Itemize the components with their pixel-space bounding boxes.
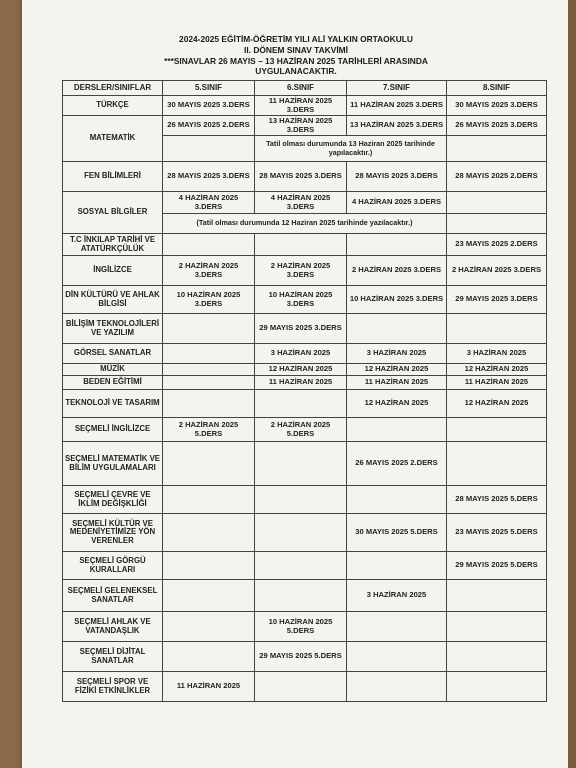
date-cell — [347, 314, 447, 344]
date-cell — [347, 642, 447, 672]
date-cell: 23 MAYIS 2025 2.DERS — [447, 234, 547, 256]
date-cell: 11 HAZİRAN 2025 — [447, 376, 547, 390]
table-row — [63, 442, 547, 486]
empty-cell — [163, 136, 255, 162]
table-row — [63, 514, 547, 552]
date-cell: 26 MAYIS 2025 2.DERS — [347, 442, 447, 486]
date-cell: 26 MAYIS 2025 3.DERS — [447, 116, 547, 136]
date-cell: 11 HAZİRAN 2025 3.DERS — [347, 96, 447, 116]
date-cell — [163, 364, 255, 376]
date-cell: 29 MAYIS 2025 5.DERS — [447, 552, 547, 580]
date-cell — [447, 192, 547, 214]
exam-schedule-table — [62, 80, 547, 702]
empty-cell — [447, 214, 547, 234]
date-cell: 10 HAZİRAN 2025 3.DERS — [255, 286, 347, 314]
header-dates-line: ***SINAVLAR 26 MAYIS – 13 HAZİRAN 2025 TARİHLERİ ARASINDA — [164, 55, 428, 66]
date-cell — [163, 580, 255, 612]
subject-cell: BEDEN EĞİTİMİ — [63, 376, 163, 390]
date-cell: 2 HAZİRAN 2025 5.DERS — [255, 418, 347, 442]
table-row — [63, 418, 547, 442]
date-cell: 26 MAYIS 2025 2.DERS — [163, 116, 255, 136]
date-cell — [163, 612, 255, 642]
subject-cell: SEÇMELİ MATEMATİK VE BİLİM UYGULAMALARI — [63, 442, 163, 486]
date-cell — [255, 514, 347, 552]
subject-cell: SOSYAL BİLGİLER — [63, 192, 163, 234]
date-cell: 4 HAZİRAN 2025 3.DERS — [347, 192, 447, 214]
table-row — [63, 364, 547, 376]
date-cell: 2 HAZİRAN 2025 3.DERS — [447, 256, 547, 286]
subject-cell: T.C İNKILAP TARİHİ VE ATATÜRKÇÜLÜK — [63, 234, 163, 256]
exam-schedule-paper — [22, 0, 570, 768]
date-cell — [347, 486, 447, 514]
table-row — [63, 344, 547, 364]
date-cell — [255, 442, 347, 486]
subject-cell: BİLİŞİM TEKNOLOJİLERİ VE YAZILIM — [63, 314, 163, 344]
date-cell — [163, 642, 255, 672]
subject-cell: DİN KÜLTÜRÜ VE AHLAK BİLGİSİ — [63, 286, 163, 314]
table-row — [63, 96, 547, 116]
table-row — [63, 234, 547, 256]
date-cell: 28 MAYIS 2025 3.DERS — [163, 162, 255, 192]
subject-cell: MÜZİK — [63, 364, 163, 376]
date-cell: 10 HAZİRAN 2025 3.DERS — [163, 286, 255, 314]
document-header — [22, 34, 570, 77]
subject-cell: SEÇMELİ GELENEKSEL SANATLAR — [63, 580, 163, 612]
date-cell: 4 HAZİRAN 2025 3.DERS — [163, 192, 255, 214]
date-cell — [163, 514, 255, 552]
table-row — [63, 580, 547, 612]
date-cell — [255, 580, 347, 612]
header-applies-line: UYGULANACAKTIR. — [255, 66, 337, 77]
date-cell: 2 HAZİRAN 2025 3.DERS — [163, 256, 255, 286]
subject-cell: SEÇMELİ DİJİTAL SANATLAR — [63, 642, 163, 672]
date-cell — [255, 672, 347, 702]
subject-cell: SEÇMELİ KÜLTÜR VE MEDENİYETİMİZE YÖN VERENLER — [63, 514, 163, 552]
table-row — [63, 162, 547, 192]
date-cell: 28 MAYIS 2025 5.DERS — [447, 486, 547, 514]
date-cell — [163, 234, 255, 256]
date-cell: 30 MAYIS 2025 3.DERS — [447, 96, 547, 116]
date-cell — [163, 314, 255, 344]
table-header-row — [63, 81, 547, 96]
date-cell: 2 HAZİRAN 2025 5.DERS — [163, 418, 255, 442]
subject-cell: FEN BİLİMLERİ — [63, 162, 163, 192]
column-header-grade-8: 8.SINIF — [447, 81, 547, 96]
date-cell — [255, 390, 347, 418]
date-cell — [447, 672, 547, 702]
table-row — [63, 390, 547, 418]
date-cell — [163, 552, 255, 580]
date-cell — [255, 486, 347, 514]
subject-cell: TEKNOLOJİ VE TASARIM — [63, 390, 163, 418]
date-cell — [255, 552, 347, 580]
date-cell: 28 MAYIS 2025 3.DERS — [347, 162, 447, 192]
date-cell — [163, 376, 255, 390]
date-cell: 12 HAZİRAN 2025 — [347, 364, 447, 376]
date-cell: 4 HAZİRAN 2025 3.DERS — [255, 192, 347, 214]
table-row — [63, 486, 547, 514]
table-row — [63, 672, 547, 702]
holiday-note: Tatil olması durumunda 13 Haziran 2025 tarihinde yapılacaktır.) — [255, 136, 447, 162]
header-title-line: II. DÖNEM SINAV TAKVİMİ — [244, 44, 348, 55]
date-cell: 28 MAYIS 2025 2.DERS — [447, 162, 547, 192]
date-cell: 11 HAZİRAN 2025 — [347, 376, 447, 390]
date-cell: 13 HAZİRAN 2025 3.DERS — [347, 116, 447, 136]
date-cell: 2 HAZİRAN 2025 3.DERS — [347, 256, 447, 286]
subject-cell: SEÇMELİ SPOR VE FİZİKİ ETKİNLİKLER — [63, 672, 163, 702]
date-cell: 12 HAZİRAN 2025 — [447, 390, 547, 418]
table-row — [63, 286, 547, 314]
date-cell: 30 MAYIS 2025 3.DERS — [163, 96, 255, 116]
table-row — [63, 192, 547, 214]
date-cell: 30 MAYIS 2025 5.DERS — [347, 514, 447, 552]
date-cell: 2 HAZİRAN 2025 3.DERS — [255, 256, 347, 286]
table-row — [63, 552, 547, 580]
holiday-note: (Tatil olması durumunda 12 Haziran 2025 tarihinde yazılacaktır.) — [163, 214, 447, 234]
wooden-desk-edge — [568, 0, 576, 768]
date-cell — [347, 234, 447, 256]
column-header-grade-5: 5.SINIF — [163, 81, 255, 96]
subject-cell: SEÇMELİ İNGİLİZCE — [63, 418, 163, 442]
empty-cell — [447, 136, 547, 162]
date-cell: 3 HAZİRAN 2025 — [347, 344, 447, 364]
subject-cell: TÜRKÇE — [63, 96, 163, 116]
subject-cell: SEÇMELİ AHLAK VE VATANDAŞLIK — [63, 612, 163, 642]
date-cell: 11 HAZİRAN 2025 3.DERS — [255, 96, 347, 116]
column-header-subjects: DERSLER/SINIFLAR — [63, 81, 163, 96]
date-cell: 10 HAZİRAN 2025 3.DERS — [347, 286, 447, 314]
date-cell: 12 HAZİRAN 2025 — [347, 390, 447, 418]
date-cell: 3 HAZİRAN 2025 — [347, 580, 447, 612]
date-cell: 12 HAZİRAN 2025 — [447, 364, 547, 376]
table-row — [63, 642, 547, 672]
table-row — [63, 314, 547, 344]
subject-cell: SEÇMELİ ÇEVRE VE İKLİM DEĞİŞKLİĞİ — [63, 486, 163, 514]
date-cell: 29 MAYIS 2025 5.DERS — [255, 642, 347, 672]
table-row — [63, 376, 547, 390]
subject-cell: MATEMATİK — [63, 116, 163, 162]
date-cell — [163, 390, 255, 418]
subject-cell: İNGİLİZCE — [63, 256, 163, 286]
date-cell: 12 HAZİRAN 2025 — [255, 364, 347, 376]
date-cell — [447, 314, 547, 344]
date-cell: 13 HAZİRAN 2025 3.DERS — [255, 116, 347, 136]
date-cell — [347, 552, 447, 580]
date-cell: 10 HAZİRAN 2025 5.DERS — [255, 612, 347, 642]
date-cell — [347, 612, 447, 642]
date-cell — [447, 418, 547, 442]
date-cell — [347, 672, 447, 702]
date-cell — [163, 442, 255, 486]
date-cell — [347, 418, 447, 442]
date-cell — [163, 486, 255, 514]
table-row — [63, 612, 547, 642]
subject-cell: GÖRSEL SANATLAR — [63, 344, 163, 364]
table-row — [63, 256, 547, 286]
date-cell: 3 HAZİRAN 2025 — [255, 344, 347, 364]
header-school-line: 2024-2025 EĞİTİM-ÖĞRETİM YILI ALİ YALKIN ORTAOKULU — [179, 34, 413, 44]
date-cell: 3 HAZİRAN 2025 — [447, 344, 547, 364]
date-cell: 29 MAYIS 2025 3.DERS — [255, 314, 347, 344]
date-cell: 29 MAYIS 2025 3.DERS — [447, 286, 547, 314]
date-cell — [447, 580, 547, 612]
subject-cell: SEÇMELİ GÖRGÜ KURALLARI — [63, 552, 163, 580]
date-cell — [447, 642, 547, 672]
column-header-grade-6: 6.SINIF — [255, 81, 347, 96]
column-header-grade-7: 7.SINIF — [347, 81, 447, 96]
date-cell — [447, 442, 547, 486]
date-cell: 11 HAZİRAN 2025 — [255, 376, 347, 390]
date-cell — [447, 612, 547, 642]
date-cell: 23 MAYIS 2025 5.DERS — [447, 514, 547, 552]
table-row — [63, 116, 547, 136]
date-cell — [163, 344, 255, 364]
date-cell: 11 HAZİRAN 2025 — [163, 672, 255, 702]
date-cell: 28 MAYIS 2025 3.DERS — [255, 162, 347, 192]
date-cell — [255, 234, 347, 256]
